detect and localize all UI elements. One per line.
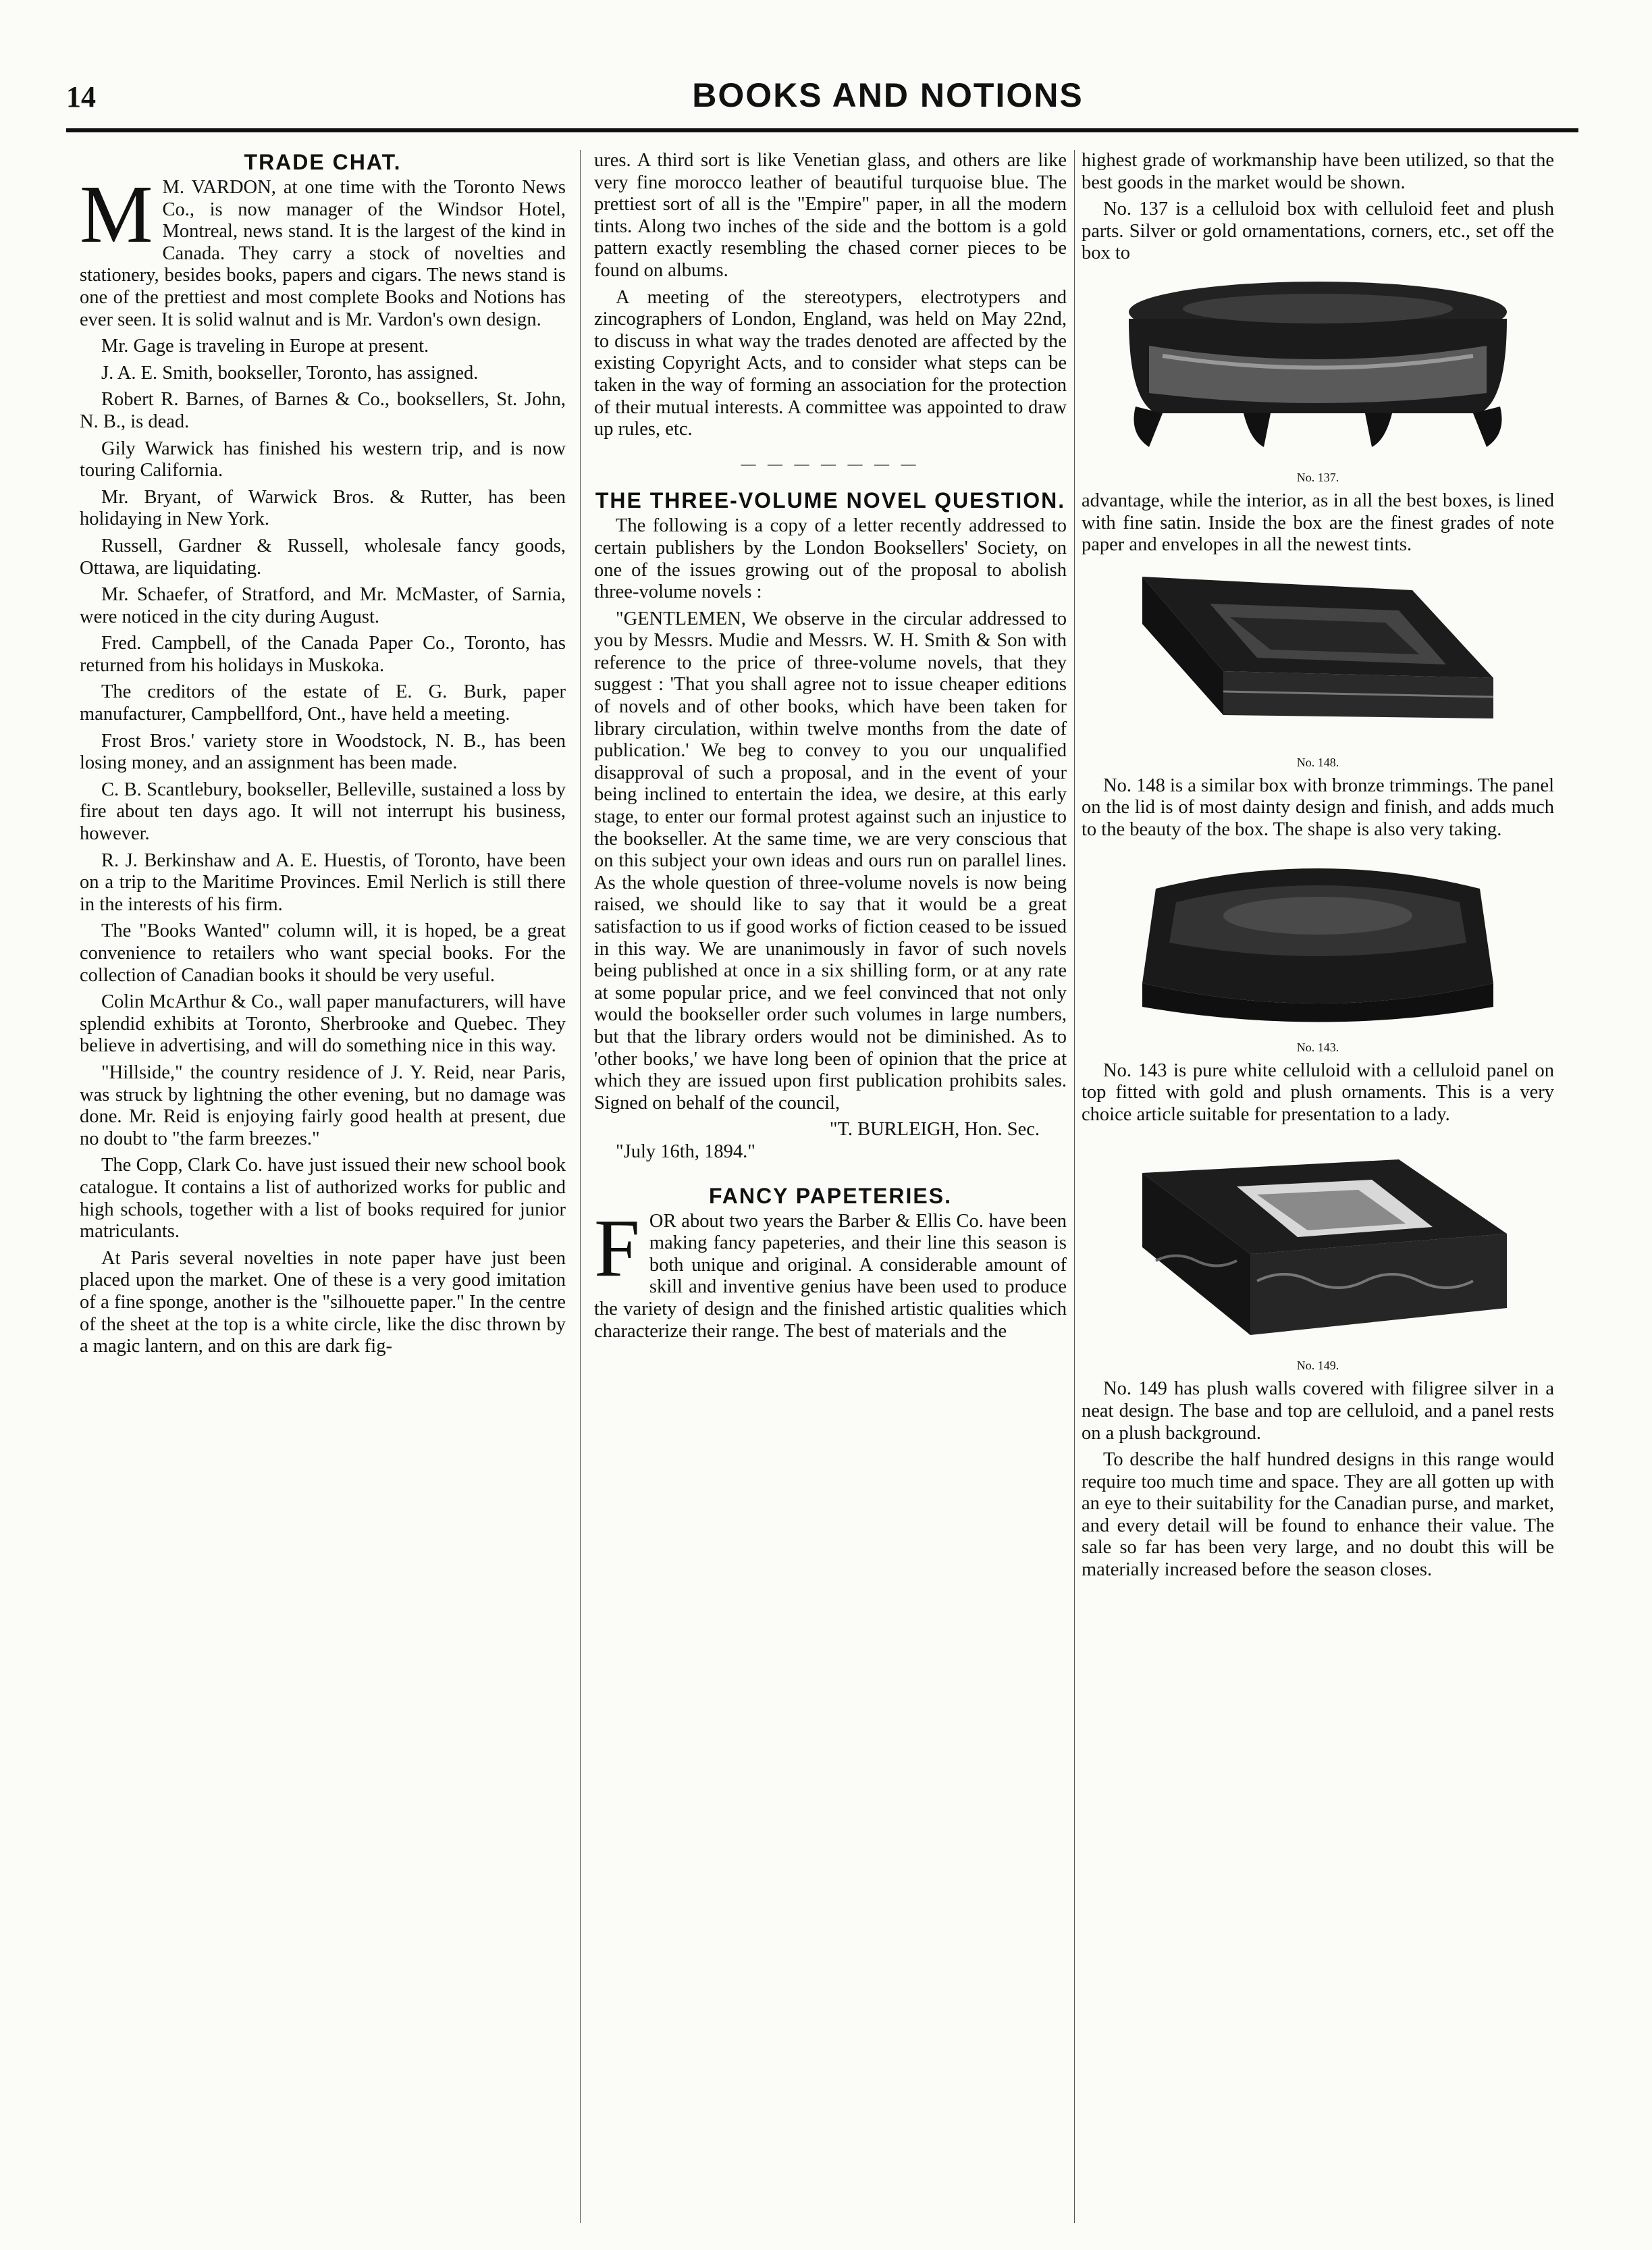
header-rule <box>66 128 1578 132</box>
trade-chat-item: The Copp, Clark Co. have just issued their new school book catalogue. It contains a list of authorized works for public and high schools, together with a list of books required for junior matriculants. <box>80 1155 566 1242</box>
paris-continuation: ures. A third sort is like Venetian glass, and others are like very fine morocco leather of beautiful turquoise blue. The prettiest sort of all is the "Empire" paper, in all the modern tints. Along two inches of the side and the bottom is a gold pattern exactly resembling the chased corner pieces to be found on albums. <box>594 150 1067 281</box>
trade-chat-item: Fred. Campbell, of the Canada Paper Co., Toronto, has returned from his holidays in Muskoka. <box>80 633 566 676</box>
trade-chat-item: Mr. Gage is traveling in Europe at present. <box>101 336 429 357</box>
fancy-papeteries-lead <box>594 1202 1067 1343</box>
trade-chat-item: The creditors of the estate of E. G. Burk, paper manufacturer, Campbellford, Ont., have held a meeting. <box>80 681 566 725</box>
column-rule-2 <box>1074 150 1075 2223</box>
box-148-illustration <box>1129 563 1507 752</box>
dropcap-f: F <box>594 1202 640 1294</box>
figure-143-caption: No. 143. <box>1296 1040 1339 1054</box>
fancy-papeteries-heading: FANCY PAPETERIES. <box>709 1183 952 1208</box>
figure-137-caption: No. 137. <box>1296 470 1339 484</box>
figure-137 <box>1082 271 1554 485</box>
box-149-description: No. 149 has plush walls covered with filigree silver in a neat design. The base and top are celluloid, and a panel rests on a plush background. <box>1082 1378 1554 1444</box>
box-143-description: No. 143 is pure white celluloid with a celluloid panel on top fitted with gold and plush ornaments. This is a very choice article suitable for presentation to a lady. <box>1082 1059 1554 1125</box>
box-137-illustration <box>1109 271 1527 467</box>
letter-signature: "T. BURLEIGH, Hon. Sec. <box>829 1119 1040 1141</box>
box-148-description: No. 148 is a similar box with bronze trimmings. The panel on the lid is of most dainty design and finish, and adds much to the beauty of the box. The shape is also very taking. <box>1082 775 1554 840</box>
stereotypers-paragraph: A meeting of the stereotypers, electrotypers and zincographers of London, England, was held on May 22nd, to discuss in what way the trades denoted are affected by the existing Copyright Acts, and to consider what steps can be taken in the way of forming an association for the protection of their mutual interests. A committee was appointed to draw up rules, etc. <box>594 286 1067 440</box>
three-volume-heading: THE THREE-VOLUME NOVEL QUESTION. <box>595 488 1066 513</box>
three-volume-letter: "GENTLEMEN, We observe in the circular addressed to you by Messrs. Mudie and Messrs. W. H. Smith & Son with reference to the price of three-volume novels, that they suggest : 'That you shall agree not to issue cheaper editions of novels and of other books, which have been taken for library circulation, within twelve months from the date of publication.' We beg to convey to you our unqualified disapproval of such a proposal, and in the event of your being inclined to entertain the idea, we desire, at this early stage, to enter our formal protest against such an injustice to the bookseller. At the same time, we are very conscious that on this subject your own ideas and ours run on parallel lines. As the whole question of three-volume novels is now being raised, we should like to say that it would be a great satisfaction to us if good works of fiction ceased to be issued in this way. We are unanimously in favor of such novels being published at once in a six shilling form, or at any rate at some popular price, and we feel convinced that not only would the bookseller order such volumes in large numbers, but that the library orders would not be diminished. As to 'other books,' we have long been of opinion that the price at which they are issued upon first publication prohibits sales. Signed on behalf of the council, <box>594 608 1067 1114</box>
trade-chat-item: Mr. Schaefer, of Stratford, and Mr. McMaster, of Sarnia, were noticed in the city during August. <box>80 584 566 627</box>
running-head: BOOKS AND NOTIONS <box>692 76 1084 114</box>
section-separator: — — — — — — — <box>741 454 920 472</box>
trade-chat-item: Colin McArthur & Co., wall paper manufacturers, will have splendid exhibits at Toronto, Sherbrooke and Quebec. They believe in advertising, and will do something nice in this way. <box>80 991 566 1057</box>
trade-chat-item: R. J. Berkinshaw and A. E. Huestis, of Toronto, have been on a trip to the Maritime Provinces. Emil Nerlich is still there in the interests of his firm. <box>80 849 566 915</box>
closing-paragraph: To describe the half hundred designs in this range would require too much time and space. They are all gotten up with an eye to their suitability for the Canadian purse, and market, and every detail will be found to enhance their value. The sale so far has been very large, and no doubt this will be materially increased before the season closes. <box>1082 1449 1554 1581</box>
three-volume-intro: The following is a copy of a letter recently addressed to certain publishers by the London Booksellers' Society, on one of the issues growing out of the proposal to abolish three-volume novels : <box>594 515 1067 603</box>
trade-chat-heading: TRADE CHAT. <box>244 150 402 174</box>
column-rule-1 <box>580 150 581 2223</box>
trade-chat-item: "Hillside," the country residence of J. Y. Reid, near Paris, was struck by lightning the other evening, but no damage was done. Mr. Reid is enjoying fairly good health at present, due no doubt to "the farm breezes." <box>80 1062 566 1149</box>
figure-149-caption: No. 149. <box>1296 1359 1339 1373</box>
trade-chat-item: Gily Warwick has finished his western trip, and is now touring California. <box>80 438 566 481</box>
column-3 <box>1082 150 1554 2223</box>
page-number: 14 <box>66 80 96 113</box>
trade-chat-item: Mr. Bryant, of Warwick Bros. & Rutter, has been holidaying in New York. <box>80 486 566 530</box>
box-143-illustration <box>1129 848 1507 1037</box>
trade-chat-lead-text: M. VARDON, at one time with the Toronto News Co., is now manager of the Windsor Hotel, Montreal, news stand. It is the largest of the kind in Canada. They carry a stock of novelties and stationery, besides books, papers and cigars. The news stand is one of the prettiest and most complete Books and Notions has ever seen. It is solid walnut and is Mr. Vardon's own design. <box>80 177 566 330</box>
column-2 <box>594 150 1067 2223</box>
trade-chat-item: At Paris several novelties in note paper have just been placed upon the market. One of these is a very good imitation of a fine sponge, another is the "silhouette paper." In the centre of the sheet at the top is a white circle, like the disc thrown by a magic lantern, and on this are dark fig- <box>80 1247 566 1357</box>
trade-chat-item: The "Books Wanted" column will, it is hoped, be a great convenience to retailers who want special books. For the collection of Canadian books it should be very useful. <box>80 920 566 986</box>
trade-chat-item: Russell, Gardner & Russell, wholesale fancy goods, Ottawa, are liquidating. <box>80 535 566 579</box>
figure-148 <box>1082 563 1554 770</box>
trade-chat-item: J. A. E. Smith, bookseller, Toronto, has assigned. <box>101 362 479 384</box>
box-137-description: No. 137 is a celluloid box with celluloid feet and plush parts. Silver or gold ornamentations, corners, etc., set off the box to <box>1082 199 1554 264</box>
workmanship-paragraph: highest grade of workmanship have been utilized, so that the best goods in the market would be shown. <box>1082 150 1554 193</box>
dropcap-m: M <box>80 169 153 260</box>
trade-chat-item: Frost Bros.' variety store in Woodstock, N. B., has been losing money, and an assignment has been made. <box>80 730 566 774</box>
box-137-continuation: advantage, while the interior, as in all the best boxes, is lined with fine satin. Inside the box are the finest grades of note paper and envelopes in all the newest tints. <box>1082 490 1554 556</box>
letter-date: "July 16th, 1894." <box>616 1141 755 1162</box>
column-1 <box>80 150 566 2223</box>
figure-143 <box>1082 848 1554 1055</box>
trade-chat-lead <box>80 169 566 331</box>
trade-chat-item: C. B. Scantlebury, bookseller, Belleville, sustained a loss by fire about ten days ago. It will not interrupt his business, however. <box>80 779 566 845</box>
figure-149 <box>1082 1132 1554 1373</box>
box-149-illustration <box>1115 1132 1520 1355</box>
fancy-papeteries-lead-text: OR about two years the Barber & Ellis Co. have been making fancy papeteries, and their line this season is both unique and original. A considerable amount of skill and inventive genius have been used to produce the variety of design and the finished artistic qualities which characterize their range. The best of materials and the <box>594 1210 1067 1342</box>
figure-148-caption: No. 148. <box>1296 755 1339 769</box>
trade-chat-item: Robert R. Barnes, of Barnes & Co., booksellers, St. John, N. B., is dead. <box>80 389 566 432</box>
